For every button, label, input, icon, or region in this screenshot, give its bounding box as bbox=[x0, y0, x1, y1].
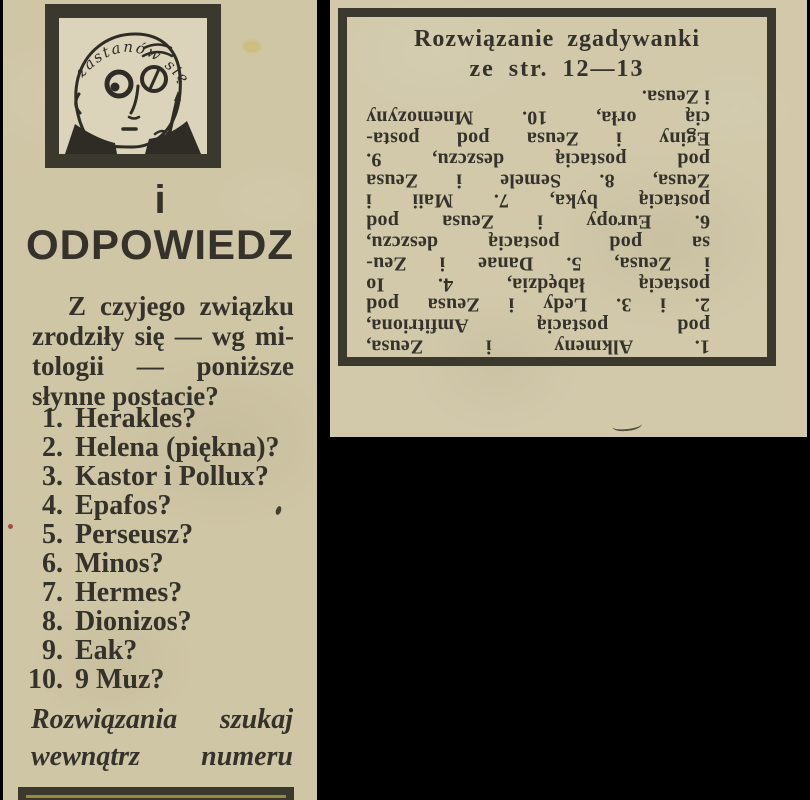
pen-mark bbox=[612, 418, 643, 432]
list-item-number: 2. bbox=[42, 432, 63, 463]
list-item-text: Kastor i Pollux? bbox=[75, 461, 269, 492]
answer-line: 1. Alkmeny i Zeusa, bbox=[366, 335, 710, 358]
list-item-number: 8. bbox=[42, 606, 63, 637]
list-item-number: 6. bbox=[42, 548, 63, 579]
connector-i: i bbox=[154, 178, 166, 222]
answer-line: Eginy i Zeusa pod posta- bbox=[366, 127, 710, 150]
list-item bbox=[15, 549, 301, 578]
list-item bbox=[15, 520, 301, 549]
list-item-text: Dionizos? bbox=[75, 606, 192, 637]
list-item-text: Helena (piękna)? bbox=[75, 432, 280, 463]
answer-line: sa pod postacią deszczu, bbox=[366, 231, 710, 254]
answer-line: cią orła, 10. Mnemozyny bbox=[366, 106, 710, 129]
list-item bbox=[15, 404, 301, 433]
list-item bbox=[15, 665, 301, 694]
list-item-text: Epafos? bbox=[75, 490, 172, 521]
list-item-text: Herakles? bbox=[75, 403, 197, 434]
right-clipping bbox=[330, 0, 807, 437]
question-line: Z czyjego związku bbox=[68, 291, 294, 321]
upside-down-answer-text bbox=[366, 86, 710, 356]
answer-line: pod postacią deszczu, 9. bbox=[366, 148, 710, 171]
list-item bbox=[15, 578, 301, 607]
question-line: zrodziły się — wg mi- bbox=[32, 321, 294, 351]
answer-line: postacią łabędzia, 4. Io bbox=[366, 272, 710, 295]
solution-hint bbox=[31, 701, 293, 775]
list-item-text: 9 Muz? bbox=[75, 664, 165, 695]
list-item-text: Minos? bbox=[75, 548, 164, 579]
thinker-illustration bbox=[59, 18, 207, 154]
answer-line: postacią byka, 7. Maii i bbox=[366, 189, 710, 212]
thinker-caption-text: zastanów się bbox=[72, 37, 194, 89]
quiz-list bbox=[15, 404, 301, 694]
list-item-number: 5. bbox=[42, 519, 63, 550]
quiz-question bbox=[32, 291, 294, 411]
list-item bbox=[15, 636, 301, 665]
list-item-text: Hermes? bbox=[75, 577, 183, 608]
thinker-illustration-frame bbox=[45, 4, 221, 168]
list-item-text: Eak? bbox=[75, 635, 138, 666]
list-item-number: 9. bbox=[42, 635, 63, 666]
list-item-text: Perseusz? bbox=[75, 519, 194, 550]
answer-line: 6. Europy i Zeusa pod bbox=[366, 210, 710, 233]
answer-line: 2. i 3. Ledy i Zeusa pod bbox=[366, 293, 710, 316]
column-heading: ODPOWIEDZ bbox=[26, 221, 294, 268]
list-item bbox=[15, 607, 301, 636]
answer-line: i Zeusa. bbox=[641, 85, 710, 108]
solution-hint-line: wewnątrz numeru bbox=[31, 741, 293, 772]
answer-title-line: Rozwiązanie zgadywanki bbox=[414, 26, 700, 52]
answer-line: Zeusa, 8. Semele i Zeusa bbox=[366, 168, 710, 191]
next-box-inner-stripe bbox=[26, 795, 286, 798]
solution-hint-line: Rozwiązania szukaj bbox=[31, 704, 293, 735]
answer-title-line: ze str. 12—13 bbox=[469, 56, 645, 82]
list-item-number: 1. bbox=[42, 403, 63, 434]
list-item bbox=[15, 433, 301, 462]
list-item-number: 7. bbox=[42, 577, 63, 608]
question-line: słynne postacie? bbox=[32, 381, 219, 411]
list-item-number: 10. bbox=[28, 664, 63, 695]
next-box-top-edge bbox=[18, 787, 294, 800]
answer-line: i Zeusa, 5. Danae i Zeu- bbox=[366, 252, 710, 275]
list-item-number: 4. bbox=[42, 490, 63, 521]
list-item bbox=[15, 491, 301, 520]
list-item bbox=[15, 462, 301, 491]
question-line: tologii — poniższe bbox=[32, 351, 294, 381]
left-clipping bbox=[3, 0, 317, 800]
answer-line: pod postacią Amfitriona, bbox=[366, 314, 710, 337]
paper-stain bbox=[243, 40, 261, 53]
paper-speck bbox=[8, 524, 13, 529]
list-item-number: 3. bbox=[42, 461, 63, 492]
